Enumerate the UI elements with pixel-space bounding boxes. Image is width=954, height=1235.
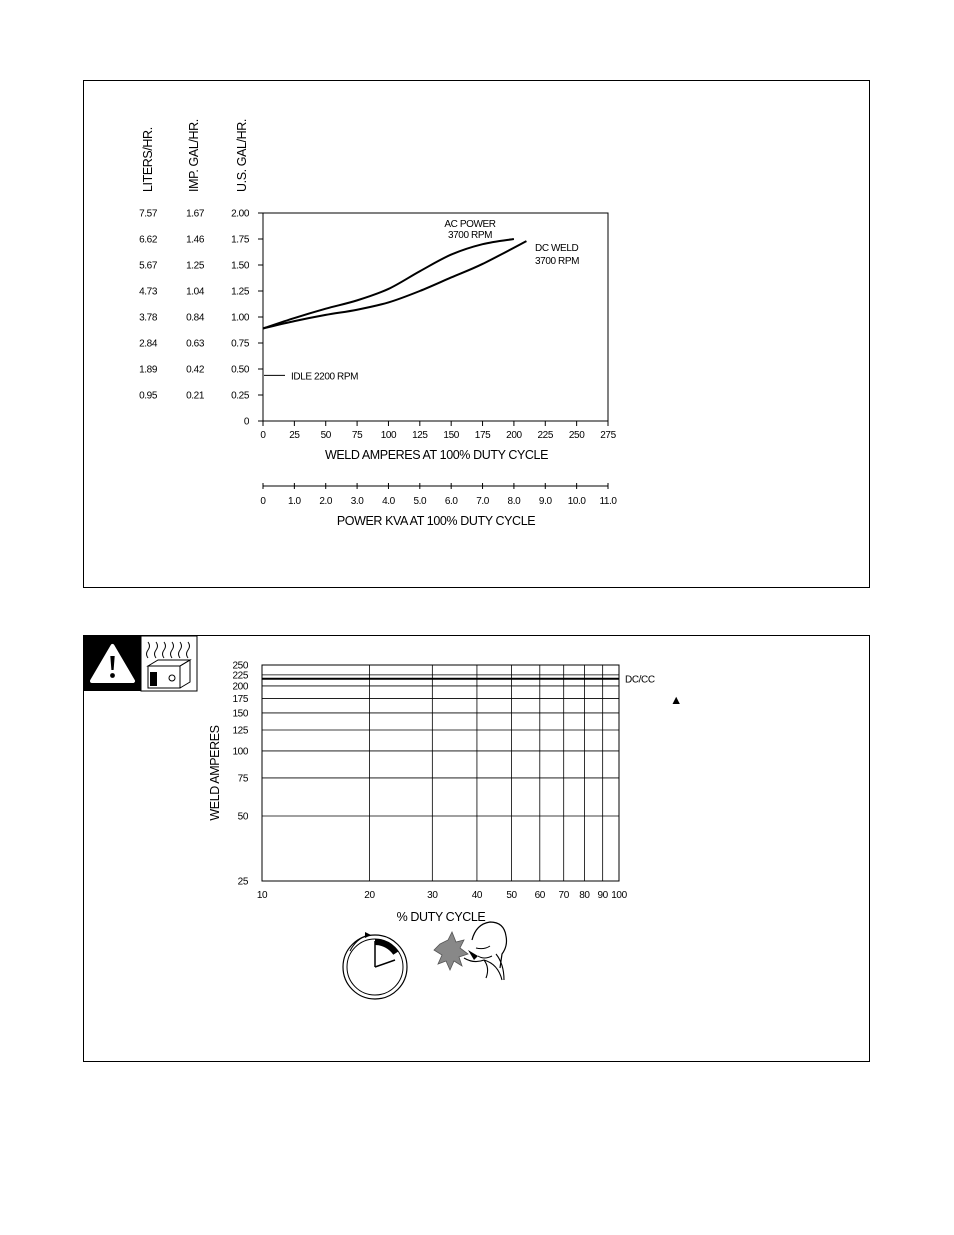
liters-tick-label: 7.57 — [139, 208, 157, 220]
clock-arrow-head — [365, 932, 371, 938]
heat-wave — [179, 642, 182, 658]
kva-tick-label: 8.0 — [507, 496, 521, 507]
dc-cc-label: DC/CC — [625, 674, 655, 686]
x-tick-label: 90 — [597, 890, 608, 901]
liters-tick-label: 2.84 — [139, 338, 157, 350]
y-tick-label: 0.25 — [231, 390, 249, 402]
welder-face — [476, 946, 492, 958]
clock-hand-angled — [375, 960, 395, 967]
y-tick-label: 1.75 — [231, 234, 249, 246]
imp-gal-tick-label: 1.46 — [186, 234, 204, 246]
kva-tick-label: 4.0 — [382, 496, 395, 507]
imp-gal-tick-label: 0.21 — [186, 390, 204, 402]
welder-torch — [468, 950, 478, 960]
machine-knob — [169, 675, 175, 681]
fuel-consumption-chart — [84, 81, 871, 589]
x-tick-label: 175 — [474, 430, 491, 441]
x-tick-label: 225 — [537, 430, 554, 441]
weld-arc-flash — [434, 932, 468, 970]
kva-axis-title: POWER KVA AT 100% DUTY CYCLE — [336, 514, 536, 528]
y-tick-label: 1.25 — [231, 286, 249, 298]
kva-tick-label: 5.0 — [413, 496, 427, 507]
column-header: IMP. GAL/HR. — [187, 119, 201, 192]
x-axis-title: % DUTY CYCLE — [396, 910, 486, 924]
y-tick-label: 1.00 — [231, 312, 249, 324]
y-tick-label: 0.50 — [231, 364, 249, 376]
imp-gal-tick-label: 0.63 — [186, 338, 204, 350]
y-tick-label: 175 — [232, 693, 248, 705]
heat-wave — [155, 642, 158, 658]
kva-tick-label: 0 — [260, 496, 266, 507]
imp-gal-tick-label: 0.84 — [186, 312, 204, 324]
y-tick-label: 50 — [237, 811, 248, 823]
warning-exclamation-dot — [110, 673, 115, 678]
x-tick-label: 50 — [506, 890, 517, 901]
x-tick-label: 70 — [558, 890, 569, 901]
kva-tick-label: 1.0 — [288, 496, 301, 507]
plot-frame — [262, 665, 619, 881]
y-tick-label: 100 — [232, 746, 248, 758]
heat-wave — [147, 642, 150, 658]
clock-icon — [343, 932, 407, 999]
y-tick-label: 150 — [232, 708, 248, 720]
imp-gal-tick-label: 1.04 — [186, 286, 204, 298]
imp-gal-tick-label: 0.42 — [186, 364, 204, 376]
kva-tick-label: 7.0 — [476, 496, 489, 507]
x-tick-label: 25 — [289, 430, 300, 441]
x-tick-label: 0 — [260, 430, 266, 441]
x-tick-label: 275 — [600, 430, 616, 441]
liters-tick-label: 5.67 — [139, 260, 157, 272]
duty-cycle-chart — [84, 636, 871, 1063]
x-tick-label: 250 — [568, 430, 585, 441]
y-tick-label: 75 — [237, 773, 248, 785]
machine-panel — [150, 672, 157, 686]
x-tick-label: 40 — [471, 890, 483, 901]
x-tick-label: 150 — [443, 430, 459, 441]
dc-weld-label: DC WELD — [535, 243, 579, 254]
y-tick-label: 1.50 — [231, 260, 249, 272]
imp-gal-tick-label: 1.67 — [186, 208, 204, 220]
dc-weld-rpm-label: 3700 RPM — [535, 256, 580, 267]
y-tick-label: 0.75 — [231, 338, 249, 350]
overheating-icon — [141, 636, 197, 691]
y-tick-label: 2.00 — [231, 208, 249, 220]
heat-wave — [187, 642, 190, 658]
ac-power-rpm-label: 3700 RPM — [447, 230, 493, 241]
x-tick-label: 30 — [427, 890, 438, 901]
machine-top — [148, 660, 190, 666]
kva-tick-label: 10.0 — [567, 496, 586, 507]
x-tick-label: 60 — [534, 890, 545, 901]
kva-tick-label: 9.0 — [538, 496, 552, 507]
y-tick-label: 25 — [237, 876, 248, 888]
y-tick-label: 250 — [232, 660, 248, 672]
x-tick-label: 100 — [611, 890, 627, 901]
x-tick-label: 75 — [351, 430, 363, 441]
x-tick-label: 10 — [256, 890, 268, 901]
liters-tick-label: 3.78 — [139, 312, 157, 324]
idle-label: IDLE 2200 RPM — [291, 371, 359, 383]
x-tick-label: 20 — [364, 890, 375, 901]
x-tick-label: 100 — [380, 430, 397, 441]
y-tick-label: 0 — [243, 416, 249, 428]
liters-tick-label: 0.95 — [139, 390, 157, 402]
ac-power-curve — [263, 239, 514, 328]
welder-icon — [434, 922, 507, 980]
imp-gal-tick-label: 1.25 — [186, 260, 204, 272]
kva-tick-label: 11.0 — [599, 496, 617, 507]
x-tick-label: 125 — [412, 430, 428, 441]
fuel-consumption-panel — [83, 80, 870, 588]
kva-tick-label: 6.0 — [444, 496, 458, 507]
x-tick-label: 80 — [579, 890, 590, 901]
kva-tick-label: 2.0 — [319, 496, 333, 507]
liters-tick-label: 4.73 — [139, 286, 157, 298]
column-header: LITERS/HR. — [141, 127, 155, 192]
x-tick-label: 50 — [320, 430, 331, 441]
x-axis-title: WELD AMPERES AT 100% DUTY CYCLE — [324, 448, 549, 462]
liters-tick-label: 1.89 — [139, 364, 157, 376]
heat-wave — [163, 642, 166, 658]
machine-side — [180, 660, 190, 688]
triangle-marker: ▲ — [670, 693, 682, 707]
y-tick-label: 200 — [232, 681, 248, 693]
kva-tick-label: 3.0 — [350, 496, 364, 507]
heat-wave — [171, 642, 174, 658]
ac-power-label: AC POWER — [444, 219, 496, 230]
liters-tick-label: 6.62 — [139, 234, 157, 246]
duty-cycle-panel — [83, 635, 870, 1062]
y-axis-title: WELD AMPERES — [208, 725, 222, 821]
column-header: U.S. GAL/HR. — [235, 119, 249, 192]
y-tick-label: 225 — [232, 670, 248, 682]
x-tick-label: 200 — [506, 430, 522, 441]
y-tick-label: 125 — [232, 725, 248, 737]
